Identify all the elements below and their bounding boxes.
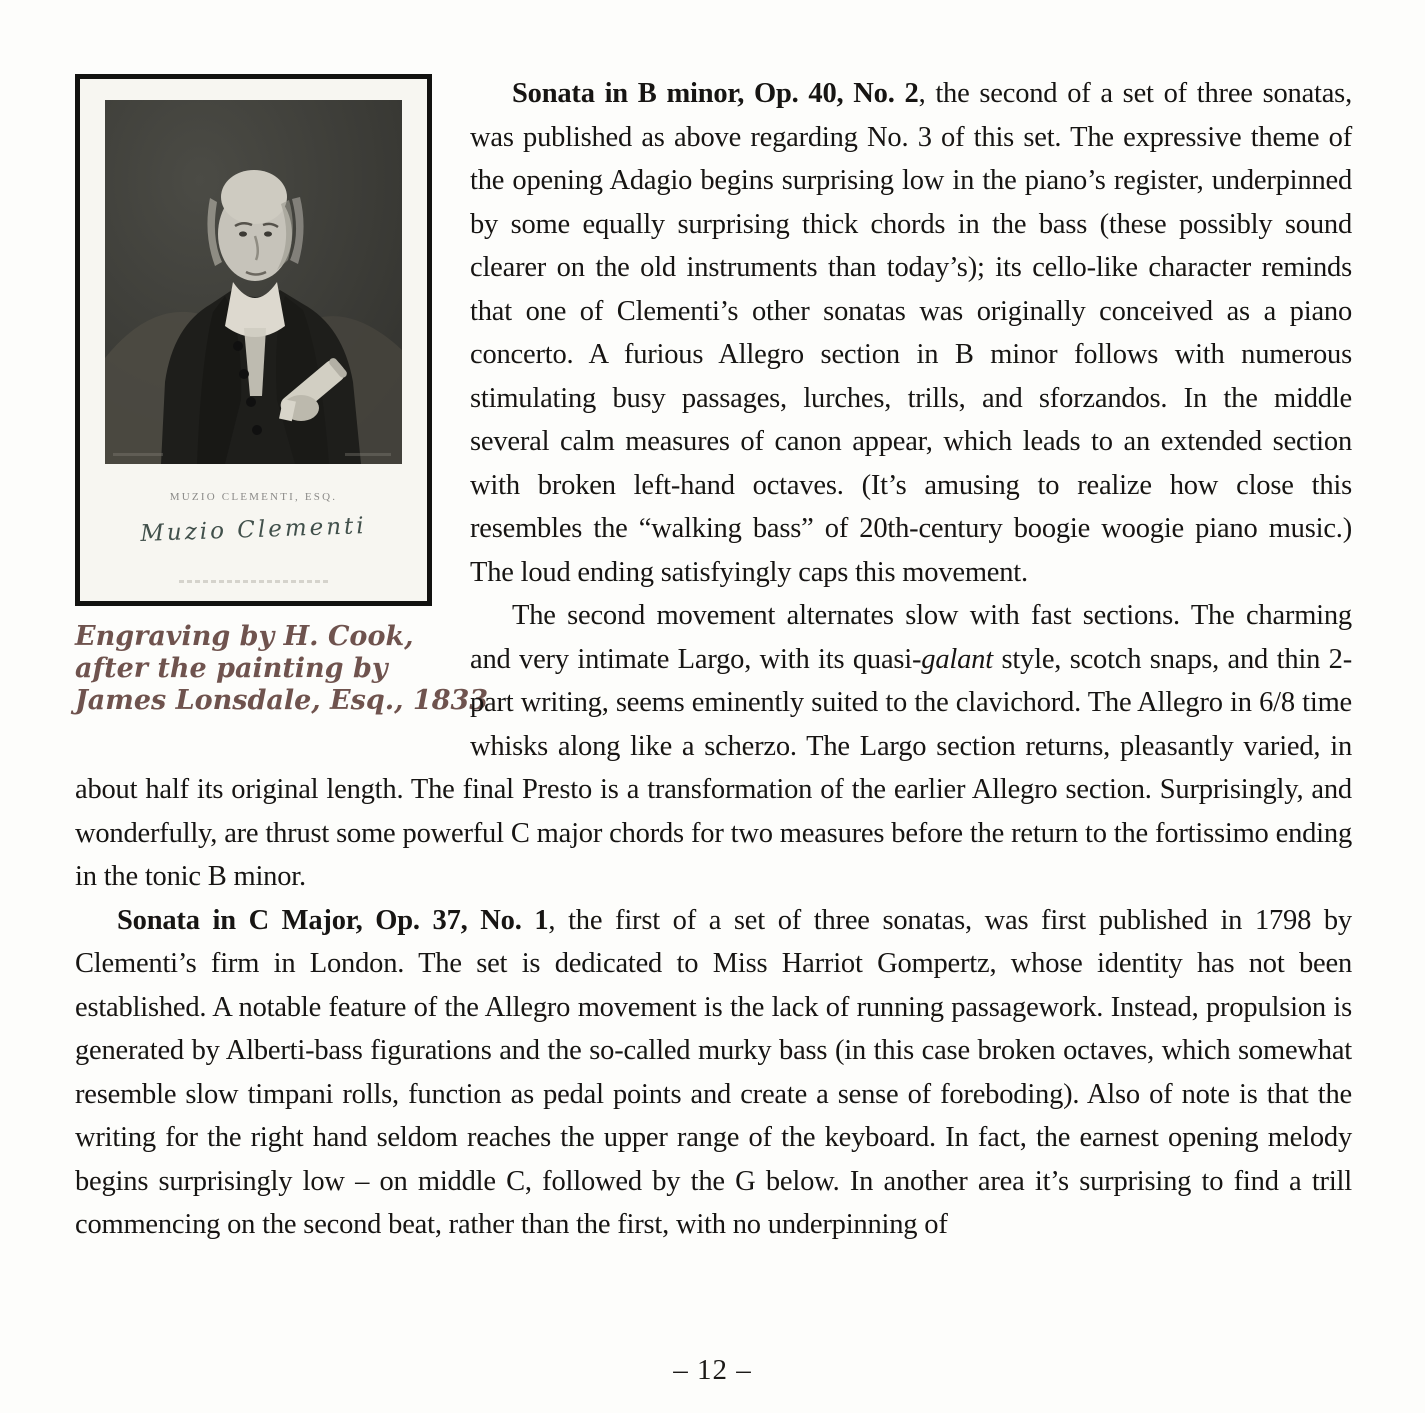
portrait-figure [75, 74, 489, 717]
engraving-signature: Muzio Clementi [139, 513, 368, 547]
paragraph-text: , the first of a set of three sonatas, was first published in 1798 by Clementi’s firm in London. The set is dedicated to Miss Harriot Gompertz, whose identity has not been established. A notable feature of the Allegro movement is the lack of running passagework. Instead, propulsion is generated by Alberti-bass figurations and the so-called murky bass (in this case broken octaves, which somewhat resemble slow timpani rolls, function as pedal points and create a sense of foreboding). Also of note is that the writing for the right hand seldom reaches the upper range of the keyboard. In fact, the earnest opening melody begins surprisingly low – on middle C, followed by the G below. In another area it’s surprising to find a trill commencing on the second beat, rather than the first, with no underpinning of [75, 904, 1352, 1240]
figure-caption-line: Engraving by H. Cook, [75, 621, 414, 652]
figure-caption [75, 621, 489, 717]
paragraph-text: The second movement alternates slow with fast sections. The charming and very intimate Largo, with its quasi- [470, 600, 1352, 675]
engraving-frame [75, 74, 432, 606]
paragraph-sonata-c-major [75, 899, 1352, 1247]
page-number: – 12 – [673, 1354, 752, 1386]
bold-lead-c-major: Sonata in C Major, Op. 37, No. 1 [117, 904, 549, 936]
italic-word-galant: galant [921, 643, 993, 675]
paragraph-text: style, scotch snaps, and thin 2-part writing, seems eminently suited to the clavichord. The Allegro in 6/8 time whisks along like a scherzo. The Largo section returns, pleasantly varied, in about half its original length. The final Presto is a transformation of the earlier Allegro section. Surprisingly, and wonderfully, are thrust some powerful C major chords for two measures before the return to the fortissimo ending in the tonic B minor. [75, 643, 1352, 892]
bold-lead-b-minor: Sonata in B minor, Op. 40, No. 2 [512, 78, 919, 109]
engraving-title: MUZIO CLEMENTI, ESQ. [169, 491, 338, 503]
figure-caption-line: James Lonsdale, Esq., 1833 [75, 685, 489, 716]
paragraph-text: , the second of a set of three sonatas, was published as above regarding No. 3 of this set. The expressive theme of the opening Adagio begins surprising low in the piano’s register, underpinned by some equally surprising thick chords in the bass (these possibly sound clearer on the old instruments than today’s); its cello-like character reminds that one of Clementi’s other sonatas was originally conceived as a piano concerto. A furious Allegro section in B minor follows with numerous stimulating busy passages, lurches, trills, and sforzandos. In the middle several calm measures of canon appear, which leads to an extended section with broken left-hand octaves. (It’s amusing to realize how close this resembles the “walking bass” of 20th-century boogie woogie piano music.) The loud ending satisfyingly caps this movement. [470, 78, 1353, 588]
figure-caption-line: after the painting by [75, 653, 388, 684]
clementi-portrait-engraving [105, 100, 402, 464]
engraving-imprint-line [179, 580, 329, 583]
